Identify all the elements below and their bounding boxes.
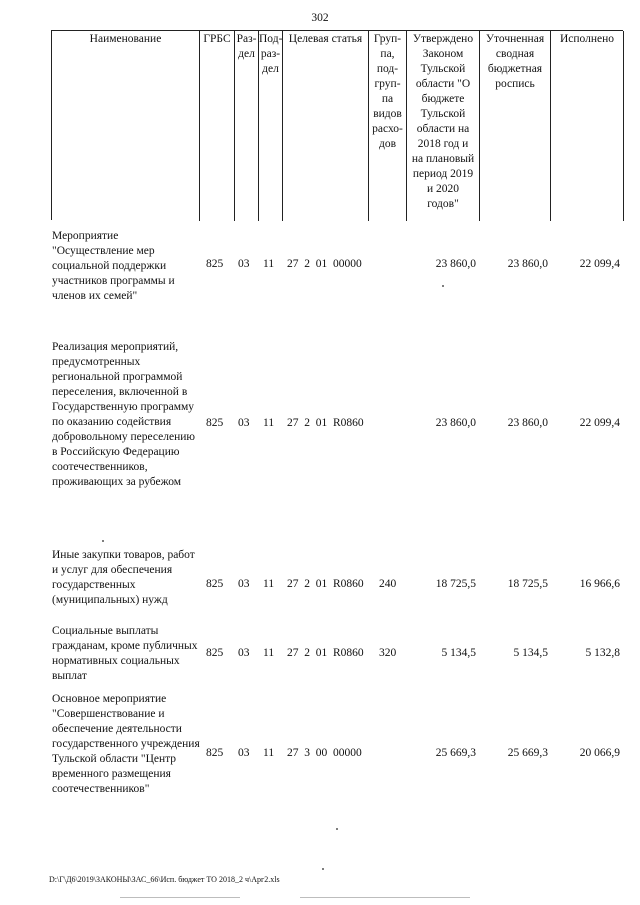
row-approved: 25 669,3	[435, 747, 476, 759]
header-vid: Груп- па, под- груп- па видов расхо- дов	[369, 31, 407, 221]
header-article: Целевая статья	[283, 31, 369, 221]
row-grbs: 825	[206, 578, 224, 590]
row-name: Социальные выплаты гражданам, кроме публичных нормативных социальных выплат	[52, 625, 198, 682]
row-article: 27 3 00 00000	[287, 747, 362, 759]
row-podrazdel: 11	[263, 578, 275, 590]
row-vid: 320	[379, 647, 397, 659]
row-podrazdel: 11	[263, 747, 275, 759]
row-razdel: 03	[238, 417, 250, 429]
row-grbs: 825	[206, 747, 224, 759]
scan-edge-line	[300, 897, 470, 898]
row-article: 27 2 01 R0860	[287, 647, 364, 659]
header-grbs: ГРБС	[200, 31, 235, 221]
row-podrazdel: 11	[263, 258, 275, 270]
row-grbs: 825	[206, 258, 224, 270]
row-grbs: 825	[206, 647, 224, 659]
row-executed: 5 132,8	[585, 647, 620, 659]
row-executed: 22 099,4	[579, 258, 620, 270]
scan-speck	[442, 285, 444, 287]
table-header	[51, 30, 623, 220]
row-grbs: 825	[206, 417, 224, 429]
row-refined: 5 134,5	[513, 647, 548, 659]
row-approved: 18 725,5	[435, 578, 476, 590]
header-podrazdel: Под- раз- дел	[259, 31, 283, 221]
row-podrazdel: 11	[263, 647, 275, 659]
row-razdel: 03	[238, 578, 250, 590]
row-name: Основное мероприятие "Совершенствование и обеспечение деятельности государственного учреждения Тульской области "Центр временного размещения соотечественников"	[52, 693, 200, 795]
row-vid: 240	[379, 578, 397, 590]
row-article: 27 2 01 R0860	[287, 417, 364, 429]
row-executed: 16 966,6	[579, 578, 620, 590]
scan-speck	[102, 540, 104, 542]
header-executed: Исполнено	[551, 31, 624, 221]
row-approved: 23 860,0	[435, 417, 476, 429]
page-number: 302	[311, 12, 329, 24]
row-approved: 5 134,5	[441, 647, 476, 659]
header-refined: Уточненная сводная бюджетная роспись	[480, 31, 551, 221]
row-razdel: 03	[238, 647, 250, 659]
row-executed: 22 099,4	[579, 417, 620, 429]
row-article: 27 2 01 00000	[287, 258, 362, 270]
row-refined: 18 725,5	[507, 578, 548, 590]
row-executed: 20 066,9	[579, 747, 620, 759]
row-razdel: 03	[238, 258, 250, 270]
row-refined: 23 860,0	[507, 258, 548, 270]
row-name: Иные закупки товаров, работ и услуг для обеспечения государственных (муниципальных) нужд	[52, 549, 195, 606]
row-refined: 25 669,3	[507, 747, 548, 759]
header-approved: Утверждено Законом Тульской области "О бюджете Тульской области на 2018 год и на плановый период 2019 и 2020 годов"	[407, 31, 480, 221]
row-razdel: 03	[238, 747, 250, 759]
scan-speck	[322, 868, 324, 870]
header-razdel: Раз- дел	[235, 31, 259, 221]
scan-edge-line	[120, 897, 240, 898]
row-article: 27 2 01 R0860	[287, 578, 364, 590]
row-podrazdel: 11	[263, 417, 275, 429]
scan-speck	[336, 828, 338, 830]
footer-file-path: D:\Г\Д6\2019\ЗАКОНЫ\ЗАС_66\Исп. бюджет ТО 2018_2 ч\Арг2.xls	[49, 875, 280, 884]
row-approved: 23 860,0	[435, 258, 476, 270]
row-name: Реализация мероприятий, предусмотренных региональной программой переселения, включенной в Государственную программу по оказанию содействия добровольному переселению в Российскую Федерацию соотечественников, проживающих за рубежом	[52, 341, 195, 488]
row-refined: 23 860,0	[507, 417, 548, 429]
row-name: Мероприятие "Осуществление мер социальной поддержки участников программы и членов их семей"	[52, 230, 175, 302]
header-name: Наименование	[52, 31, 200, 221]
